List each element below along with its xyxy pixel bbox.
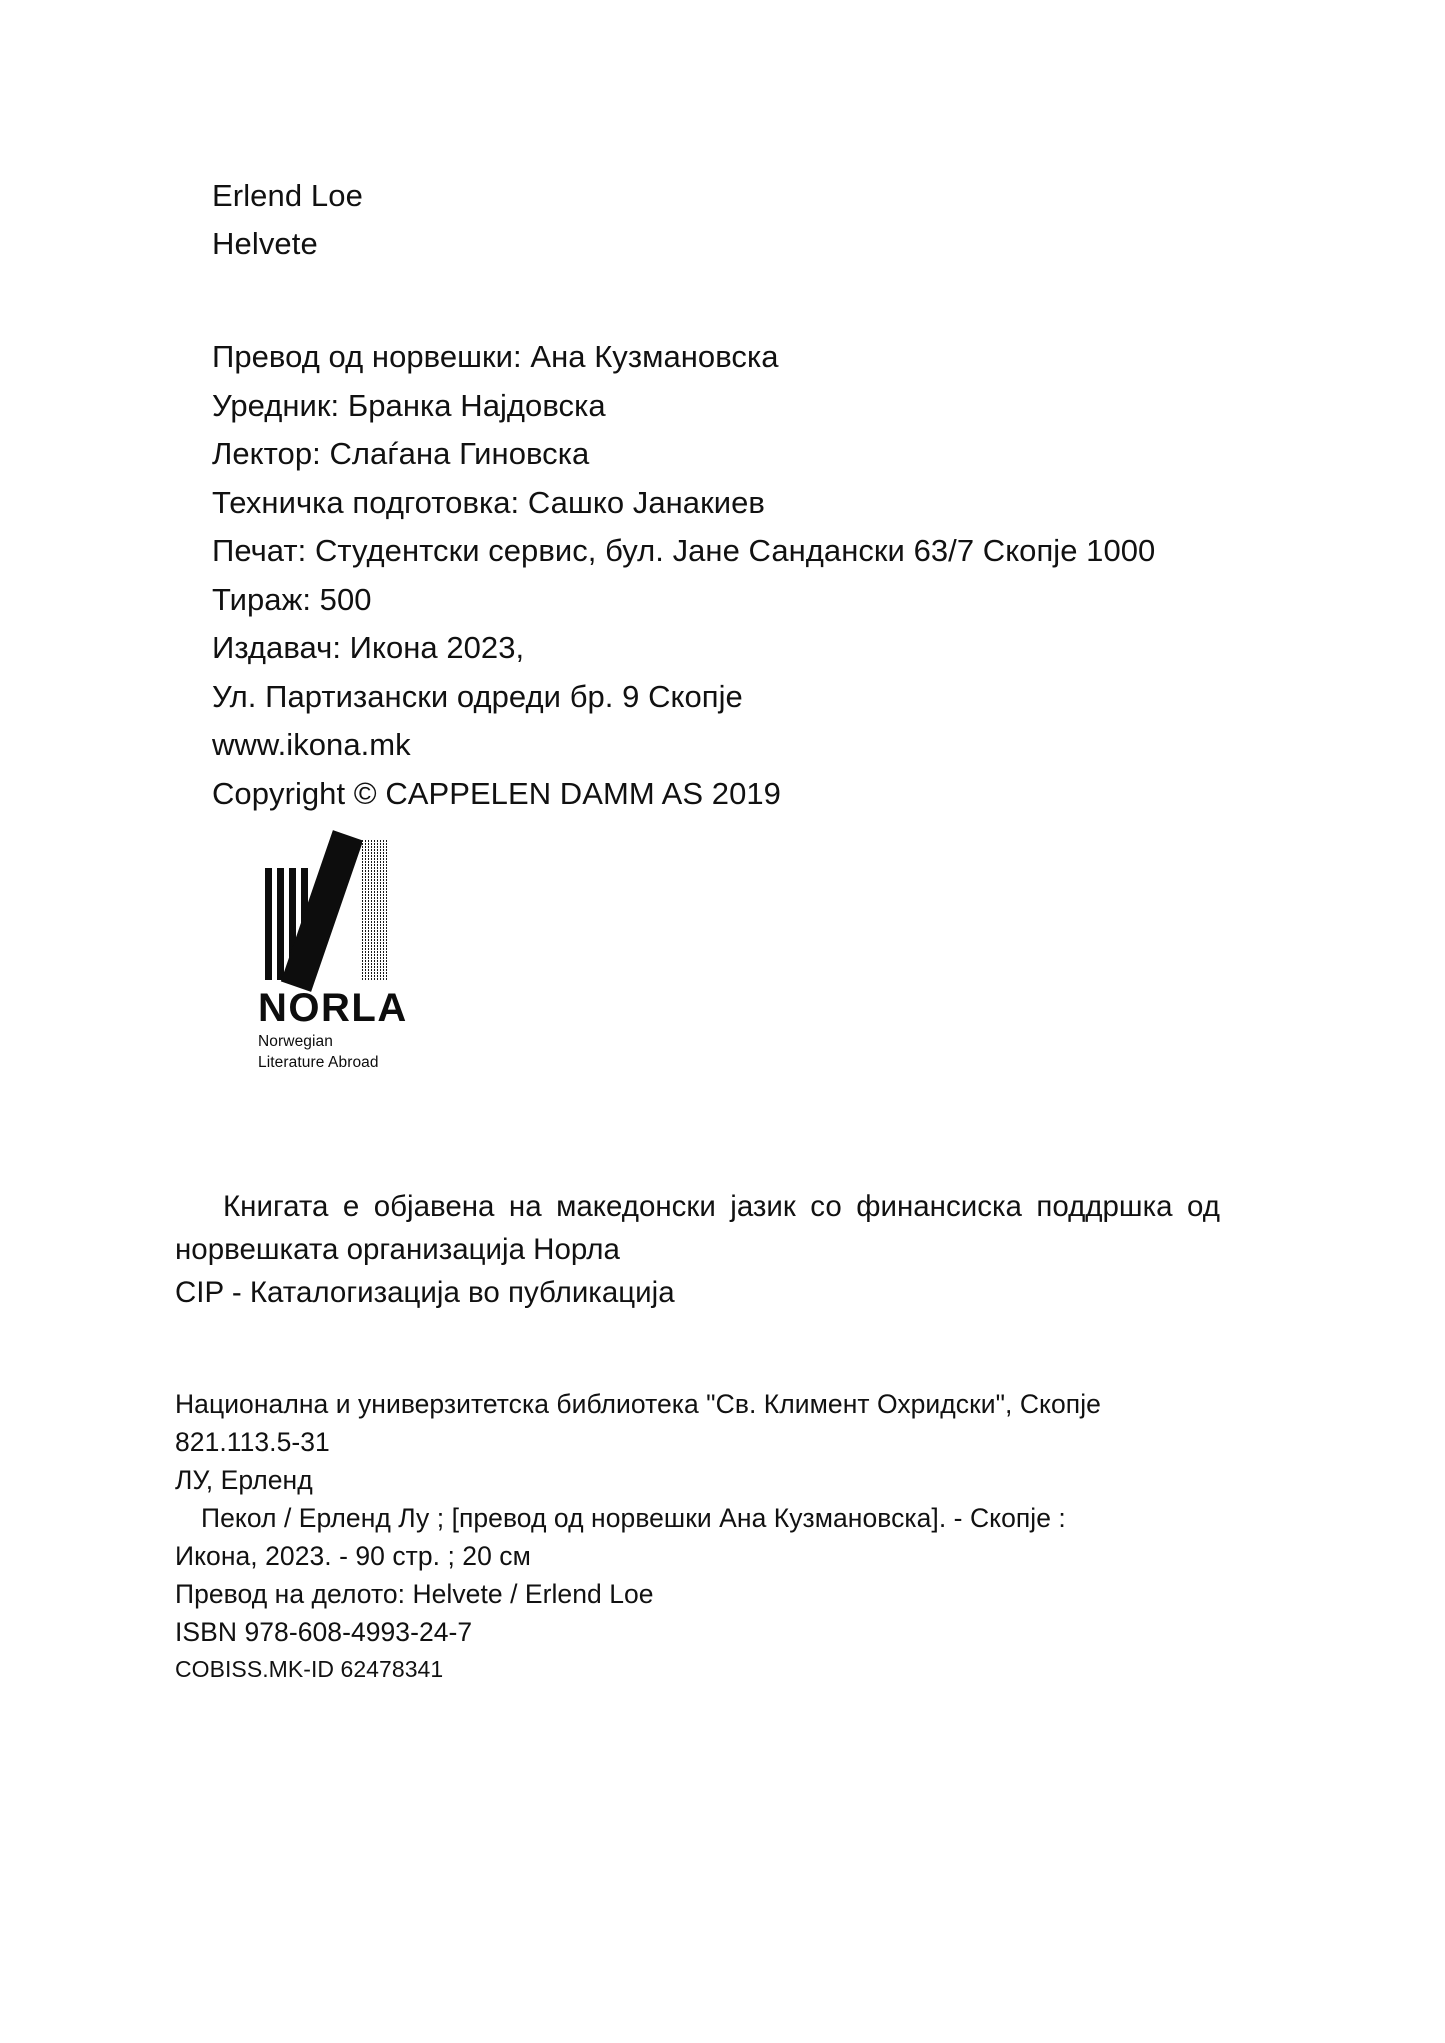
cip-library: Национална и универзитетска библиотека "Св. Климент Охридски", Скопје xyxy=(175,1389,1101,1419)
norla-tagline-line1: Norwegian xyxy=(258,1033,333,1050)
cip-isbn: ISBN 978-608-4993-24-7 xyxy=(175,1617,473,1647)
cip-original-title-note: Превод на делото: Helvete / Erlend Loe xyxy=(175,1579,654,1609)
credit-proofreader: Лектор: Слаѓана Гиновска xyxy=(212,436,590,471)
cip-record-block xyxy=(175,1385,1295,1687)
norla-tagline-line2: Literature Abroad xyxy=(258,1054,379,1071)
credits-block xyxy=(212,333,1272,818)
title-block xyxy=(212,172,1112,268)
credit-copyright: Copyright © CAPPELEN DAMM AS 2019 xyxy=(212,775,781,811)
credit-print-run: Тираж: 500 xyxy=(212,581,372,617)
norla-logo xyxy=(258,835,498,1085)
cip-imprint: Икона, 2023. - 90 стр. ; 20 см xyxy=(175,1541,531,1571)
funding-note-paragraph: Книгата е објавена на македонски јазик со финансиска поддршка од норвешката организација Норла xyxy=(175,1190,1220,1266)
logo-textured-bar-icon xyxy=(362,840,388,980)
cip-heading: CIP - Каталогизација во публикација xyxy=(175,1276,675,1309)
credit-editor: Уредник: Бранка Најдовска xyxy=(212,387,606,423)
norla-logo-mark-icon xyxy=(258,835,408,980)
credit-publisher: Издавач: Икона 2023, xyxy=(212,630,525,665)
cip-udc: 821.113.5-31 xyxy=(175,1427,330,1457)
credit-translator: Превод од норвешки: Ана Кузмановска xyxy=(212,339,779,374)
credit-technical-preparation: Техничка подготовка: Сашко Јанакиев xyxy=(212,484,765,520)
cip-cobiss-id: COBISS.MK-ID 62478341 xyxy=(175,1656,444,1682)
credit-website: www.ikona.mk xyxy=(212,727,411,762)
cip-title-statement: Пекол / Ерленд Лу ; [превод од норвешки Ана Кузмановска]. - Скопје : xyxy=(201,1503,1066,1533)
cip-author-heading: ЛУ, Ерленд xyxy=(175,1465,313,1495)
credit-publisher-address: Ул. Партизански одреди бр. 9 Скопје xyxy=(212,678,743,714)
funding-note-block xyxy=(175,1185,1220,1314)
credit-printer: Печат: Студентски сервис, бул. Јане Сандански 63/7 Скопје 1000 xyxy=(212,533,1156,568)
original-title: Helvete xyxy=(212,226,318,261)
author-name: Erlend Loe xyxy=(212,178,363,213)
norla-wordmark: NORLA xyxy=(258,986,408,1030)
